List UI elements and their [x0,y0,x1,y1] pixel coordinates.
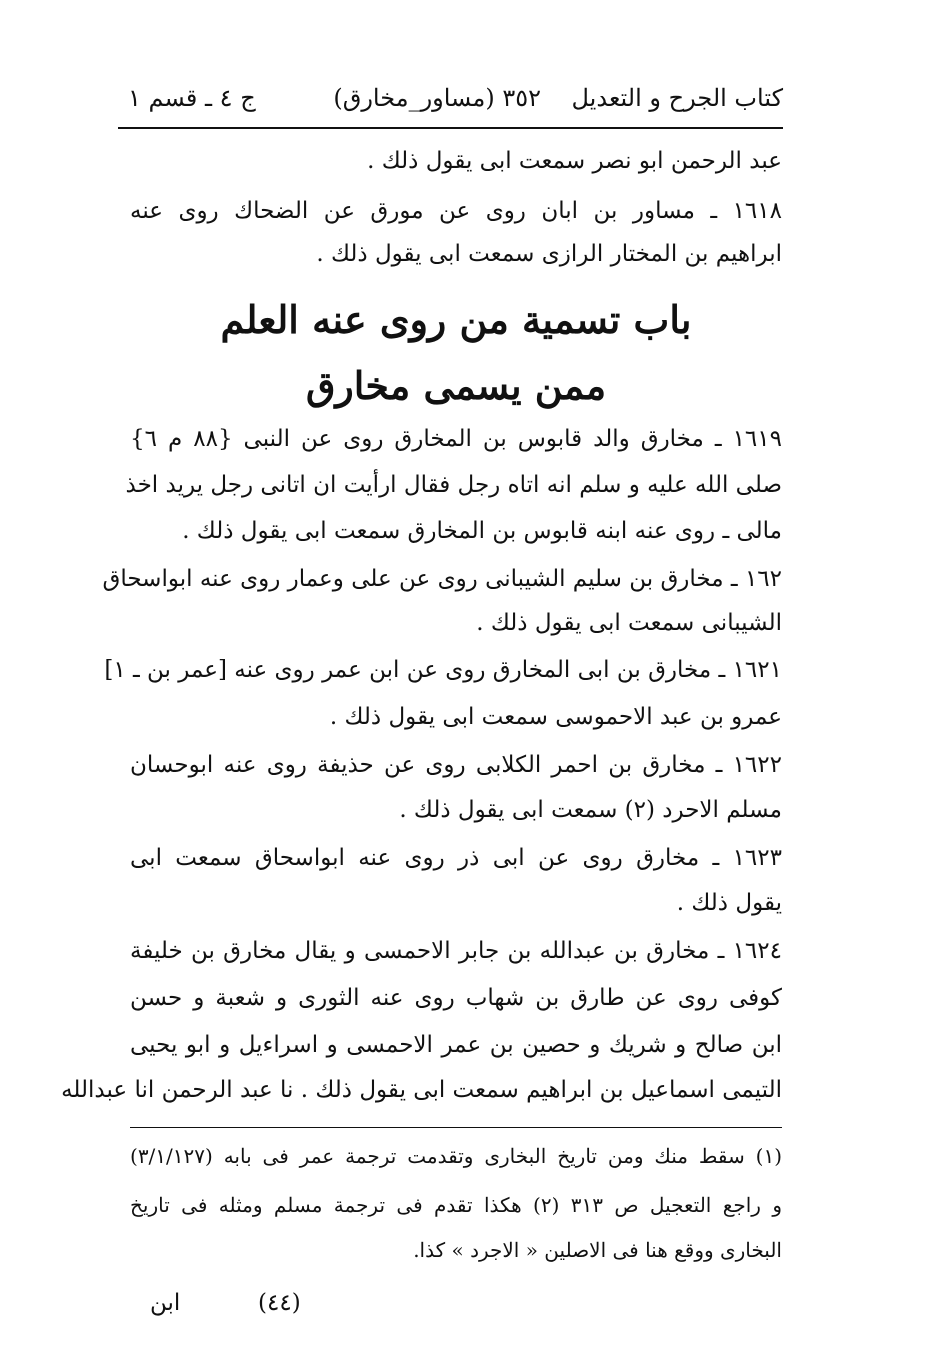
footnote-line: (١) سقط منك ومن تاريخ البخارى وتقدمت ترجمة عمر فى بابه (٣/١/١٢٧) [130,1144,782,1168]
signature-mark: (٤٤) [258,1290,301,1316]
text-line: ابراهيم بن المختار الرازى سمعت ابى يقول ذلك . [316,241,782,267]
text-line: كوفى روى عن طارق بن شهاب روى عنه الثورى و شعبة و حسن [130,985,782,1011]
running-head [128,80,783,116]
entry-1622-line: ١٦٢٢ ـ مخارق بن احمر الكلابى روى عن حذيفة روى عنه ابوحسان [130,752,782,778]
footnote-rule [130,1127,782,1128]
volume-part: ج ٤ ـ قسم ١ [128,84,256,112]
catchword: ابن [150,1290,181,1316]
text-line: صلى الله عليه و سلم انه اتاه رجل فقال ارأيت ان اتانى رجل يريد اخذ [125,472,782,498]
chapter-heading-line1: باب تسمية من روى عنه العلم [220,297,692,342]
entry-1624-line: ١٦٢٤ ـ مخارق بن عبدالله بن جابر الاحمسى و يقال مخارق بن خليفة [130,938,782,964]
text-line: عبد الرحمن ابو نصر سمعت ابى يقول ذلك . [367,148,782,174]
text-line: الشيبانى سمعت ابى يقول ذلك . [476,610,782,636]
text-line: يقول ذلك . [676,890,782,916]
text-line: ابن صالح و شريك و حصين بن عمر الاحمسى و اسراءيل و ابو يحيى [130,1032,782,1058]
chapter-heading-line2: ممن يسمى مخارق [305,363,607,408]
entry-1621-line: ١٦٢١ ـ مخارق بن ابى المخارق روى عن ابن عمر روى عنه [عمر بن ـ ١] [104,657,782,683]
footnote-line: البخارى ووقع هنا فى الاصلين « الاجرد » كذا. [413,1238,782,1262]
header-rule [118,127,783,129]
entry-1619-line: ١٦١٩ ـ مخارق والد قابوس بن المخارق روى عن النبى {٨٨ م ٦} [130,426,782,452]
entry-1618-line: ١٦١٨ ـ مساور بن ابان روى عن مورق عن الضحاك روى عنه [130,198,782,224]
text-line: التيمى اسماعيل بن ابراهيم سمعت ابى يقول ذلك . نا عبد الرحمن انا عبدالله [61,1077,782,1103]
text-line: عمرو بن عبد الاحموسى سمعت ابى يقول ذلك . [329,704,782,730]
text-line: مالى ـ روى عنه ابنه قابوس بن المخارق سمعت ابى يقول ذلك . [182,518,782,544]
entry-1620-line: ١٦٢ ـ مخارق بن سليم الشيبانى روى عن على وعمار روى عنه ابواسحاق [102,566,782,592]
page-number: ٣٥٢ (مساور_مخارق) [333,84,541,112]
entry-1623-line: ١٦٢٣ ـ مخارق روى عن ابى ذر روى عنه ابواسحاق سمعت ابى [130,845,782,871]
book-title: كتاب الجرح و التعديل [571,84,783,112]
text-line: مسلم الاحرد (٢) سمعت ابى يقول ذلك . [399,797,782,823]
footnote-line: و راجع التعجيل ص ٣١٣ (٢) هكذا تقدم فى ترجمة مسلم ومثله فى تاريخ [130,1193,782,1217]
